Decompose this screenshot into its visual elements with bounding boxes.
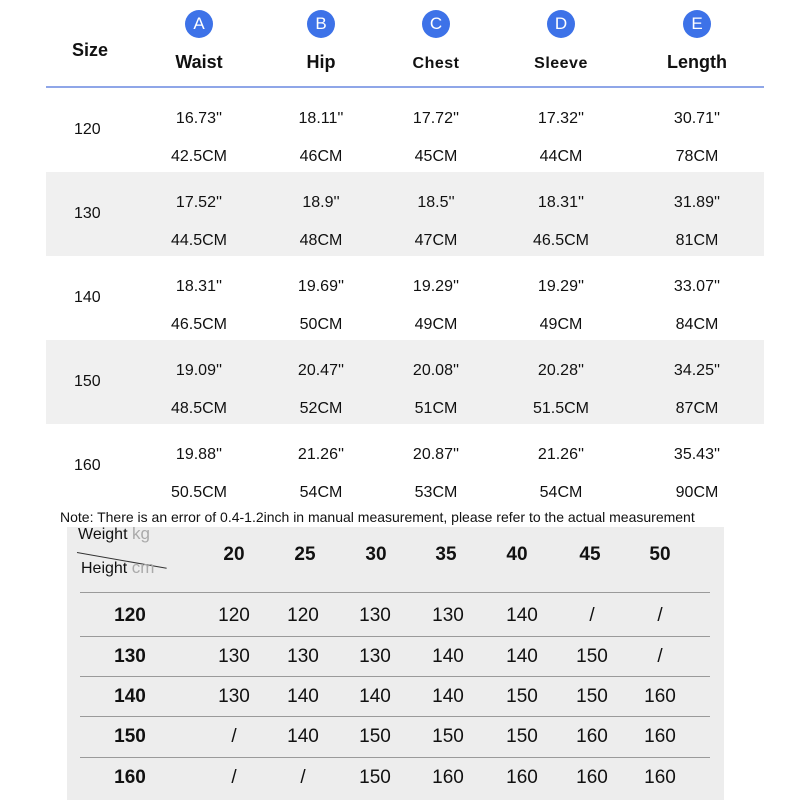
cell-waist-inches: 16.73'' [175,110,223,127]
weight-unit: kg [131,524,150,543]
size-cell: 130 [359,646,391,667]
size-row-160 [46,424,764,508]
weight-header: 25 [294,544,316,565]
cell-chest-inches: 20.08'' [412,362,460,379]
badge-c-icon: C [422,10,450,38]
column-name: Sleeve [534,55,588,72]
size-row-130 [46,172,764,256]
badge-e-icon: E [683,10,711,38]
height-row-label: 150 [114,726,146,747]
size-cell: 150 [432,726,464,747]
cell-waist-inches: 19.88'' [175,446,223,463]
cell-chest-inches: 17.72'' [412,110,460,127]
cell-sleeve-cm: 54CM [539,484,583,501]
cell-hip-inches: 18.9'' [302,194,340,211]
cell-sleeve-cm: 51.5CM [532,400,590,417]
column-header-sleeve [501,10,621,73]
size-cell: 140 [287,686,319,707]
cell-length-cm: 90CM [675,484,719,501]
size-cell: 140 [506,646,538,667]
cell-hip-cm: 50CM [299,316,343,333]
cell-chest-cm: 45CM [414,148,458,165]
row-divider [80,592,710,593]
row-divider [80,757,710,758]
cell-waist-cm: 48.5CM [170,400,228,417]
size-cell: 160 [644,726,676,747]
cell-waist-cm: 46.5CM [170,316,228,333]
cell-length-inches: 31.89'' [673,194,721,211]
badge-d-icon: D [547,10,575,38]
measurement-note: Note: There is an error of 0.4-1.2inch in manual measurement, please refer to the actual measurement [60,509,695,525]
size-cell: 120 [218,605,250,626]
size-cell: 160 [506,767,538,788]
cell-chest-cm: 47CM [414,232,458,249]
weight-header: 35 [435,544,457,565]
height-row-label: 140 [114,686,146,707]
size-cell: 130 [218,686,250,707]
size-cell: 160 [576,726,608,747]
cell-chest-cm: 51CM [414,400,458,417]
cell-chest-inches: 20.87'' [412,446,460,463]
size-cell: 140 [359,686,391,707]
cell-chest-cm: 49CM [414,316,458,333]
size-cell: / [231,767,237,788]
size-cell: 150 [359,726,391,747]
cell-chest-cm: 53CM [414,484,458,501]
size-cell: / [657,646,663,667]
size-column-header: Size [72,40,109,60]
cell-sleeve-inches: 18.31'' [537,194,585,211]
cell-hip-cm: 52CM [299,400,343,417]
row-divider [80,676,710,677]
cell-waist-inches: 18.31'' [175,278,223,295]
size-cell: 120 [287,605,319,626]
size-cell: 140 [432,686,464,707]
height-unit: cm [131,558,155,577]
cell-hip-cm: 46CM [299,148,343,165]
weight-label: Weight [78,526,128,543]
weight-header: 50 [649,544,671,565]
size-cell: 150 [359,767,391,788]
cell-waist-inches: 19.09'' [175,362,223,379]
row-divider [80,636,710,637]
weight-header: 30 [365,544,387,565]
size-cell: 130 [218,646,250,667]
cell-length-inches: 33.07'' [673,278,721,295]
column-name: Hip [306,52,336,72]
column-name: Chest [412,55,460,72]
size-cell: 160 [576,767,608,788]
row-size-label: 160 [74,457,101,474]
size-row-150 [46,340,764,424]
size-cell: 140 [506,605,538,626]
cell-hip-inches: 21.26'' [297,446,345,463]
weight-header: 20 [223,544,245,565]
cell-length-cm: 84CM [675,316,719,333]
size-cell: 150 [506,726,538,747]
cell-sleeve-cm: 44CM [539,148,583,165]
cell-sleeve-inches: 17.32'' [537,110,585,127]
size-row-140 [46,256,764,340]
size-cell: / [657,605,663,626]
size-cell: 160 [432,767,464,788]
cell-hip-inches: 18.11'' [298,110,344,127]
height-row-label: 160 [114,767,146,788]
size-cell: 160 [644,686,676,707]
size-cell: 130 [287,646,319,667]
cell-hip-inches: 19.69'' [297,278,345,295]
cell-length-inches: 35.43'' [673,446,721,463]
size-cell: 140 [432,646,464,667]
row-divider [80,716,710,717]
size-cell: / [231,726,237,747]
column-header-hip [261,10,381,73]
cell-length-cm: 87CM [675,400,719,417]
column-header-chest [376,10,496,73]
size-cell: / [589,605,595,626]
size-cell: 140 [287,726,319,747]
weight-header: 40 [506,544,528,565]
cell-length-inches: 30.71'' [673,110,721,127]
size-cell: 160 [644,767,676,788]
cell-chest-inches: 18.5'' [417,194,455,211]
badge-a-icon: A [185,10,213,38]
size-cell: 150 [576,686,608,707]
height-axis-label [81,558,154,578]
size-cell: / [300,767,306,788]
cell-length-inches: 34.25'' [673,362,721,379]
size-cell: 130 [359,605,391,626]
size-cell: 150 [506,686,538,707]
row-size-label: 130 [74,205,101,222]
column-name: Waist [175,52,223,72]
height-row-label: 120 [114,605,146,626]
cell-sleeve-inches: 21.26'' [537,446,585,463]
cell-waist-cm: 42.5CM [170,148,228,165]
size-cell: 150 [576,646,608,667]
row-size-label: 140 [74,289,101,306]
cell-hip-cm: 54CM [299,484,343,501]
size-cell: 130 [432,605,464,626]
weight-axis-label [78,524,150,544]
size-row-120 [46,88,764,172]
cell-sleeve-cm: 49CM [539,316,583,333]
column-name: Length [667,52,727,72]
height-label: Height [81,560,128,577]
height-row-label: 130 [114,646,146,667]
cell-length-cm: 81CM [675,232,719,249]
cell-waist-cm: 44.5CM [170,232,228,249]
badge-b-icon: B [307,10,335,38]
row-size-label: 150 [74,373,101,390]
cell-waist-cm: 50.5CM [170,484,228,501]
column-header-waist [139,10,259,73]
cell-waist-inches: 17.52'' [175,194,223,211]
cell-hip-cm: 48CM [299,232,343,249]
cell-chest-inches: 19.29'' [412,278,460,295]
row-size-label: 120 [74,121,101,138]
cell-hip-inches: 20.47'' [297,362,345,379]
cell-sleeve-inches: 20.28'' [537,362,585,379]
cell-sleeve-inches: 19.29'' [537,278,585,295]
column-header-length [637,10,757,73]
cell-sleeve-cm: 46.5CM [532,232,590,249]
cell-length-cm: 78CM [675,148,719,165]
weight-header: 45 [579,544,601,565]
